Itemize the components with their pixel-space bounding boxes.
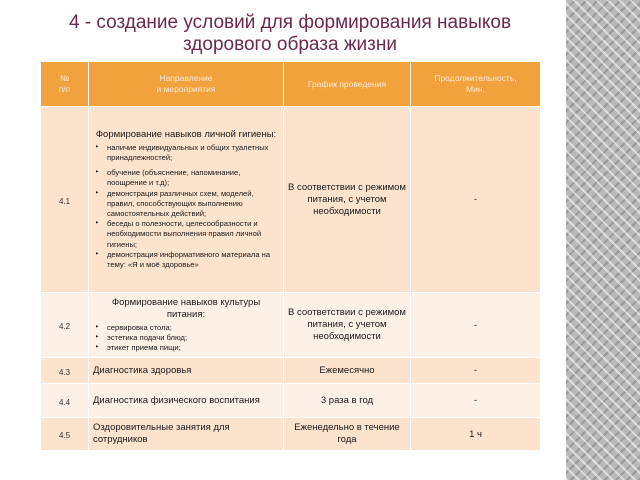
row-direction: Диагностика здоровья: [89, 358, 284, 384]
bullet-list: [93, 143, 279, 270]
bullet-list: [93, 323, 279, 354]
row-number: 4.4: [41, 384, 89, 418]
header-num: № п/п: [41, 62, 89, 107]
header-schedule: График проведения: [284, 62, 411, 107]
row-direction: [89, 293, 284, 358]
list-item: ‣ эстетика подачи блюд;: [93, 333, 279, 343]
table-row: [41, 418, 541, 451]
row-duration: -: [411, 358, 541, 384]
row-duration: -: [411, 107, 541, 293]
row-number: 4.1: [41, 107, 89, 293]
row-schedule: В соответствии с режимом питания, с учетом необходимости: [284, 107, 411, 293]
row-heading: Формирование навыков личной гигиены:: [95, 128, 277, 140]
row-duration: -: [411, 384, 541, 418]
row-number: 4.5: [41, 418, 89, 451]
list-item: ‣ демонстрация информативного материала на тему: «Я и моё здоровье»: [93, 250, 279, 270]
row-schedule: Еженедельно в течение года: [284, 418, 411, 451]
row-heading: Формирование навыков культуры питания:: [111, 296, 261, 320]
list-item: ‣ сервировка стола;: [93, 323, 279, 333]
table-row: [41, 384, 541, 418]
title-line-2: здорового образа жизни: [183, 34, 397, 55]
row-schedule: 3 раза в год: [284, 384, 411, 418]
row-schedule: В соответствии с режимом питания, с учетом необходимости: [284, 293, 411, 358]
row-schedule: Ежемесячно: [284, 358, 411, 384]
table-header-row: [41, 62, 541, 107]
row-direction: Оздоровительные занятия для сотрудников: [89, 418, 284, 451]
list-item: ‣ этикет приема пищи;: [93, 343, 279, 353]
header-duration: Продолжительность, Мин.: [411, 62, 541, 107]
title-line-1: 4 - создание условий для формирования навыков: [68, 12, 512, 33]
list-item: ‣ обучение (объяснение, напоминание, поощрение и т.д);: [93, 168, 279, 188]
header-direction: Направление и мероприятия: [89, 62, 284, 107]
page-title: [20, 12, 560, 56]
decorative-side-pattern: [566, 0, 640, 480]
table-row: [41, 358, 541, 384]
list-item: ‣ демонстрация различных схем, моделей, правил, способствующих выполнению самостоятельных действий;: [93, 189, 279, 220]
row-direction: [89, 107, 284, 293]
table-row: [41, 293, 541, 358]
row-duration: 1 ч: [411, 418, 541, 451]
activities-table: [40, 61, 541, 451]
row-duration: -: [411, 293, 541, 358]
table-row: [41, 107, 541, 293]
list-item: ‣ беседы о полезности, целесообразности и необходимости выполнения правил личной гигиены;: [93, 219, 279, 250]
row-direction: Диагностика физического воспитания: [89, 384, 284, 418]
row-number: 4.2: [41, 293, 89, 358]
row-number: 4.3: [41, 358, 89, 384]
list-item: ‣ наличие индивидуальных и общих туалетных принадлежностей;: [93, 143, 279, 163]
